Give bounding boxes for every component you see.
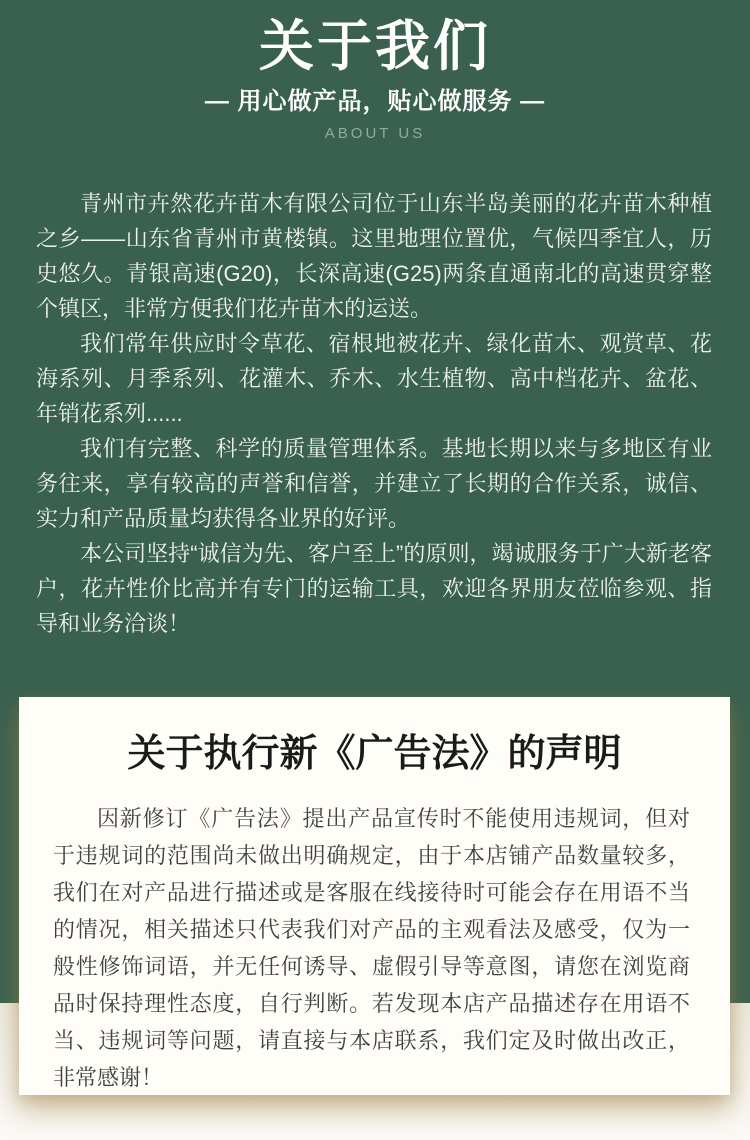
about-subtitle-en: ABOUT US: [324, 125, 426, 142]
about-title: 关于我们: [258, 15, 491, 77]
about-subtitle: — 用心做产品，贴心做服务 —: [204, 88, 546, 115]
about-paragraph-4: 本公司坚持“诚信为先、客户至上”的原则，竭诚服务于广大新老客户，花卉性价比高并有专门的运输工具，欢迎各界朋友莅临参观、指导和业务洽谈！: [36, 541, 712, 636]
statement-body: 因新修订《广告法》提出产品宣传时不能使用违规词，但对于违规词的范围尚未做出明确规定，由于本店铺产品数量较多，我们在对产品进行描述或是客服在线接待时可能会存在用语不当的情况，相关描述只代表我们对产品的主观看法及感受，仅为一般性修饰词语，并无任何诱导、虚假引导等意图，请您在浏览商品时保持理性态度，自行判断。若发现本店产品描述存在用语不当、违规词等问题，请直接与本店联系，我们定及时做出改正，非常感谢！: [53, 806, 690, 1090]
about-paragraph-1: 青州市卉然花卉苗木有限公司位于山东半岛美丽的花卉苗木种植之乡——山东省青州市黄楼镇。这里地理位置优，气候四季宜人，历史悠久。青银高速(G20)，长深高速(G25)两条直通南北的高速贯穿整个镇区，非常方便我们花卉苗木的运送。: [36, 191, 712, 321]
about-paragraph-3: 我们有完整、科学的质量管理体系。基地长期以来与多地区有业务往来，享有较高的声誉和信誉，并建立了长期的合作关系，诚信、实力和产品质量均获得各业界的好评。: [36, 436, 712, 531]
about-paragraph-2: 我们常年供应时令草花、宿根地被花卉、绿化苗木、观赏草、花海系列、月季系列、花灌木、乔木、水生植物、高中档花卉、盆花、年销花系列......: [36, 331, 712, 426]
ad-law-statement-card: [19, 697, 730, 1095]
about-body: [36, 186, 712, 641]
statement-title: 关于执行新《广告法》的声明: [127, 733, 622, 775]
about-header: [0, 0, 750, 143]
